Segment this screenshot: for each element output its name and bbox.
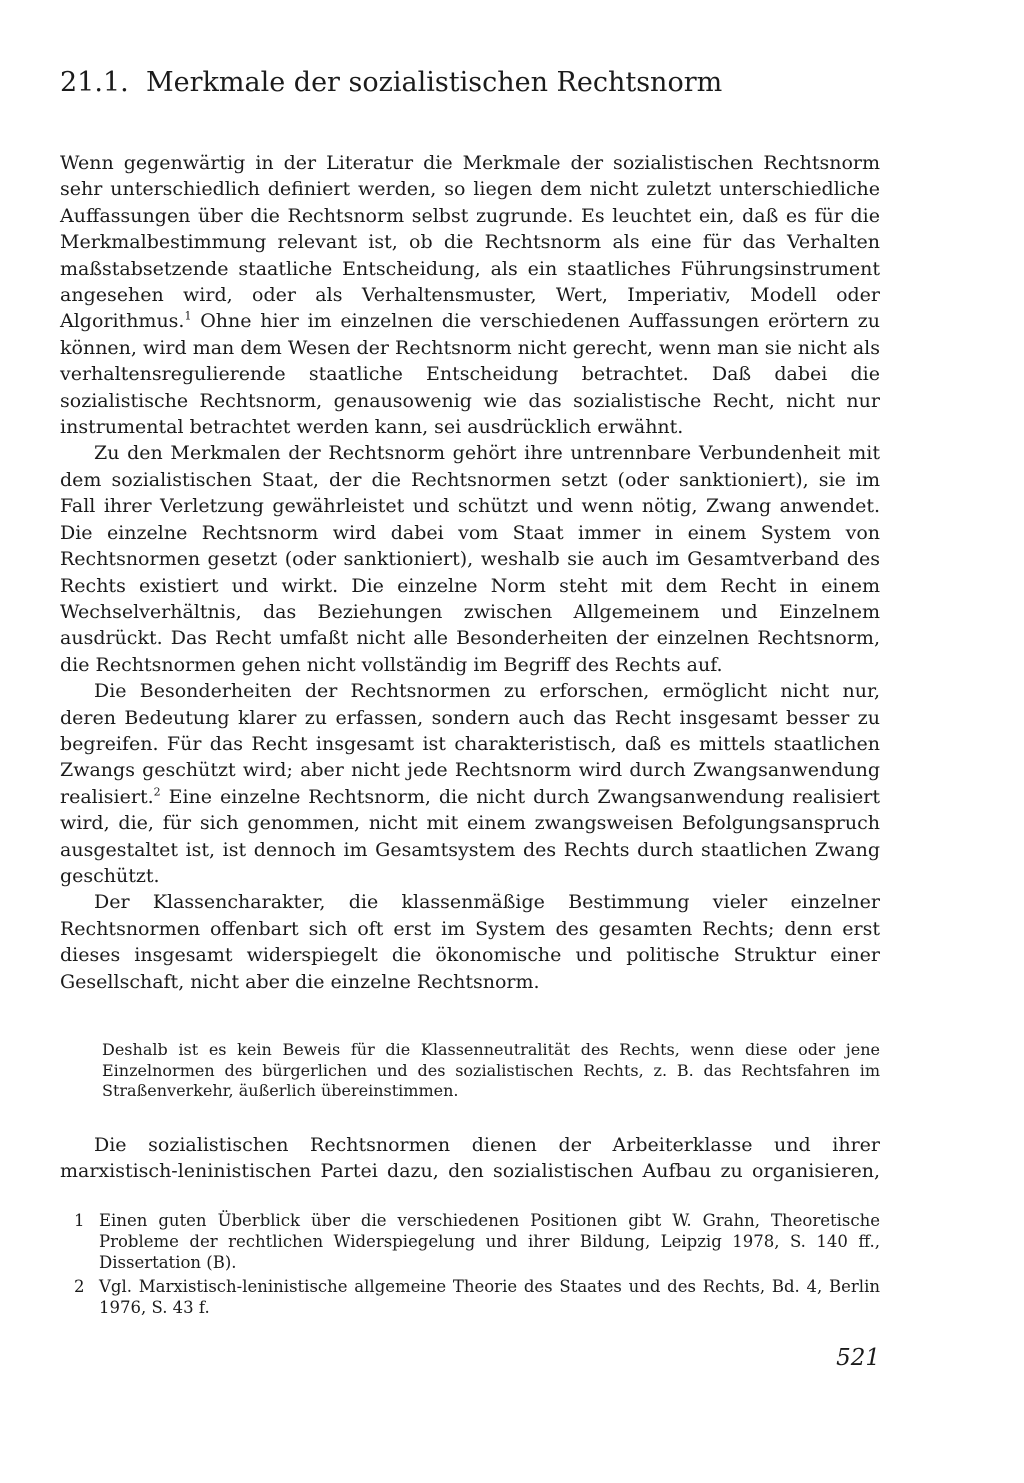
paragraph-2: Zu den Merkmalen der Rechtsnorm gehört ihre untrennbare Verbundenheit mit dem sozialistischen Staat, der die Rechtsnormen setzt (oder sanktioniert), sie im Fall ihrer Verletzung gewährleistet und schützt und wenn nötig, Zwang anwendet. Die einzelne Rechtsnorm wird dabei vom Staat immer in einem System von Rechtsnormen gesetzt (oder sanktioniert), weshalb sie auch im Gesamtverband des Rechts existiert und wirkt. Die einzelne Norm steht mit dem Recht in einem Wechselverhältnis, das Beziehungen zwischen Allgemeinem und Einzelnem ausdrückt. Das Recht umfaßt nicht alle Besonderheiten der einzelnen Rechtsnorm, die Rechtsnormen gehen nicht vollständig im Begriff des Rechts auf. [60,442,880,676]
paragraph-1-text-b: Ohne hier im einzelnen die verschiedenen Auffassungen erörtern zu können, wird man dem Wesen der Rechtsnorm nicht gerecht, wenn man sie nicht als verhaltensregulierende staatliche Entscheidung betrachtet. Daß dabei die sozialistische Rechtsnorm, genausowenig wie das sozialistische Recht, nicht nur instrumental betrachtet werden kann, sei ausdrücklich erwähnt. [60,310,880,439]
paragraph-3-text-b: Eine einzelne Rechtsnorm, die nicht durch Zwangsanwendung realisiert wird, die, für sich genommen, nicht mit einem zwangsweisen Befolgungsanspruch ausgestaltet ist, ist dennoch im Gesamtsystem des Rechts durch staatlichen Zwang geschützt. [60,785,880,887]
footnotes [74,1210,880,1321]
footnote-1 [74,1210,880,1273]
closing-paragraph: Die sozialistischen Rechtsnormen dienen der Arbeiterklasse und ihrer marxistisch-leninistischen Partei dazu, den sozialistischen Aufbau zu organisieren, [60,1134,880,1183]
footnote-2-number: 2 [74,1277,85,1296]
paragraph-1-text-a: Wenn gegenwärtig in der Literatur die Merkmale der sozialistischen Rechtsnorm sehr unterschiedlich definiert werden, so liegen dem nicht zuletzt unterschiedliche Auffassungen über die Rechtsnorm selbst zugrunde. Es leuchtet ein, daß es für die Merkmalbestimmung relevant ist, ob die Rechtsnorm als eine für das Verhalten maßstabsetzende staatliche Entscheidung, als ein staatliches Führungsinstrument angesehen wird, oder als Verhaltensmuster, Wert, Imperiativ, Modell oder Algorithmus. [60,152,880,333]
footnote-2-text: Vgl. Marxistisch-leninistische allgemeine Theorie des Staates und des Rechts, Bd. 4, Berlin 1976, S. 43 f. [99,1277,880,1317]
page-number: 521 [836,1345,880,1371]
footnote-ref-1: 1 [184,310,192,324]
footnote-1-number: 1 [74,1211,85,1230]
footnote-1-text: Einen guten Überblick über die verschiedenen Positionen gibt W. Grahn, Theoretische Probleme der rechtlichen Widerspiegelung und ihrer Bildung, Leipzig 1978, S. 140 ff., Dissertation (B). [99,1211,880,1272]
closing-body-text [60,1132,880,1185]
paragraph-3 [60,678,880,889]
paragraph-4: Der Klassencharakter, die klassenmäßige Bestimmung vieler einzelner Rechtsnormen offenbart sich oft erst im System des gesamten Rechts; denn erst dieses insgesamt widerspiegelt die ökonomische und politische Struktur einer Gesellschaft, nicht aber die einzelne Rechtsnorm. [60,891,880,993]
main-body-text [60,150,880,995]
footnote-2 [74,1276,880,1318]
small-print-paragraph: Deshalb ist es kein Beweis für die Klassenneutralität des Rechts, wenn diese oder jene Einzelnormen des bürgerlichen und des sozialistischen Rechts, z. B. das Rechtsfahren im Straßenverkehr, äußerlich übereinstimmen. [102,1040,880,1100]
paragraph-1 [60,150,880,440]
document-page [60,0,880,1483]
paragraph-3-text-a: Die Besonderheiten der Rechtsnormen zu erforschen, ermöglicht nicht nur, deren Bedeutung klarer zu erfassen, sondern auch das Recht insgesamt besser zu begreifen. Für das Recht insgesamt ist charakteristisch, daß es mittels staatlichen Zwangs geschützt wird; aber nicht jede Rechtsnorm wird durch Zwangsanwendung realisiert. [60,680,880,808]
footnote-ref-2: 2 [153,785,161,799]
section-number: 21.1. [60,67,129,98]
section-heading [60,66,722,100]
section-title: Merkmale der sozialistischen Rechtsnorm [146,67,723,98]
